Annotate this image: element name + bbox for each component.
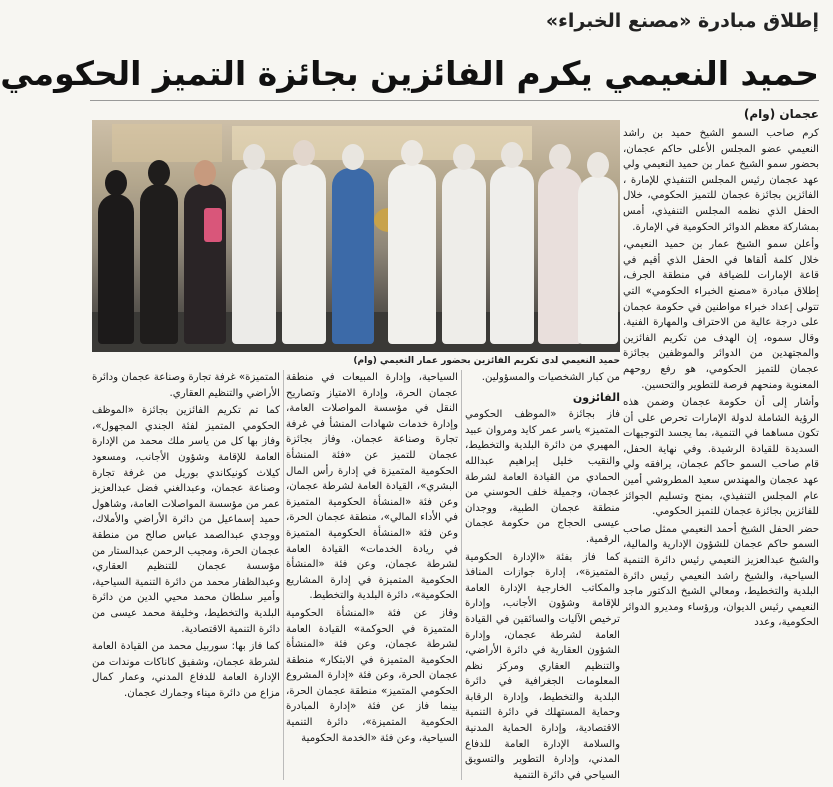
- paragraph: وأشار إلى أن حكومة عجمان وضمن هذه الرؤية الشاملة لدولة الإمارات تحرص على أن تكون مساهما في التنمية، بما يجسد التوجيهات السديدة للقيادة الرشيدة. وفي نهاية الحفل، قام صاحب السمو حاكم عجمان، يرافقه ولي عهد عجمان والمهندس سعيد المطروشي أمين عام المجلس التنفيذي، بمنح وتسليم الجوائز للفائزين بجائزة عجمان للتميز الحكومي.: [623, 397, 819, 518]
- paragraph: وفاز عن فئة «المنشأة الحكومية المتميزة في الحوكمة» القيادة العامة لشرطة عجمان، وعن فئة «المنشأة الحكومية المتميزة في الابتكار» منطقة عجمان الحرة، وعن فئة «إدارة المشروع الحكومي المتميز» منطقة عجمان الحرة، بينما فاز عن فئة «إدارة المبادرة الحكومية المتميزة»، دائرة التنمية السياحية، وعن فئة «الخدمة الحكومية: [286, 607, 458, 744]
- article-photo: [92, 120, 620, 352]
- photo-figure: [578, 176, 618, 344]
- paragraph: كرم صاحب السمو الشيخ حميد بن راشد النعيمي عضو المجلس الأعلى حاكم عجمان، بحضور سمو الشيخ عمار بن حميد النعيمي ولي عهد عجمان رئيس المجلس التنفيذي للإمارة ، الفائزين بجائزة عجمان للتميز الحكومي، خلال الحفل الذي نظمه المجلس التنفيذي، أمس بمشاركة معظم الدوائر الحكومية في الإمارة.: [623, 128, 819, 233]
- dateline: عجمان (وام): [743, 107, 819, 121]
- headline-rule: [90, 100, 819, 101]
- column-lower-3: [92, 370, 280, 781]
- paragraph: المتميزة» غرفة تجارة وصناعة عجمان ودائرة الأراضي والتنظيم العقاري.: [92, 372, 280, 399]
- column-right: [623, 126, 819, 781]
- paragraph: كما فاز بها: سوربيل محمد من القيادة العامة لشرطة عجمان، وشفيق كاناكات موندات من الإدارة العامة للدفاع المدني، وعمار كمال مزاع من دائرة ميناء وجمارك عجمان.: [92, 641, 280, 699]
- paragraph: حضر الحفل الشيخ أحمد النعيمي ممثل صاحب السمو حاكم عجمان للشؤون الإدارية والمالية، والشيخ عبدالعزيز النعيمي رئيس دائرة التنمية السياحية، والشيخ راشد النعيمي رئيس دائرة البلدية والتخطيط، ومعالي الشيخ الدكتور ماجد النعيمي رئيس الديوان، ورؤساء ومديرو الدوائر الحكومية، وعدد: [623, 523, 819, 629]
- photo-figure: [140, 184, 178, 344]
- photo-figure: [232, 168, 276, 344]
- paragraph: فاز بجائزة «الموظف الحكومي المتميز» ياسر عمر كايد ومروان عبيد المهيري من دائرة البلدية والتخطيط، والنقيب خليل إبراهيم عبدالله الحمادي من القيادة العامة لشرطة عجمان، وجميلة خلف الحوسني من منطقة عجمان الطبية، ووجدان عيسى الحجاج من حكومة عجمان الرقمية.: [465, 409, 620, 545]
- photo-figure: [538, 168, 582, 344]
- column-lower-2: [286, 370, 458, 781]
- photo-caption: حميد النعيمي لدى تكريم الفائزين بحضور عمار النعيمي (وام): [353, 356, 620, 366]
- subheading: الفائزون: [572, 390, 620, 404]
- paragraph: وأعلن سمو الشيخ عمار بن حميد النعيمي، خلال كلمة ألقاها في الحفل الذي أقيم في قاعة الإمارات للضيافة في منطقة الجرف، إطلاق مبادرة «مصنع الخبراء الحكومي» التي تتولى إعداد خبراء مواطنين في حكومة عجمان على درجة عالية من الاحتراف والمهارة الفنية. وقال سموه، إن الهدف من تكريم الفائزين والمجتهدين من الدوائر والموظفين بجائزة عجمان للتميز الحكومي، هو رفع روحهم المعنوية ومنحهم فرصة للتطوير والتحسين.: [623, 239, 819, 391]
- article-headline: حميد النعيمي يكرم الفائزين بجائزة التميز الحكومي: [0, 54, 819, 93]
- photo-figure: [442, 168, 486, 344]
- photo-figure: [388, 164, 436, 344]
- photo-figure: [490, 166, 534, 344]
- photo-figure: [332, 168, 374, 344]
- column-divider: [461, 370, 462, 780]
- paragraph: كما تم تكريم الفائزين بجائزة «الموظف الحكومي المتميز لفئة الجندي المجهول»، وفاز بها كل من ياسر ملك محمد من الإدارة العامة للإقامة وشؤون الأجانب، ومسعود كيلاث كونيكاندي بوريل من غرفة تجارة وصناعة عجمان، وعبدالغني فضل عبدالعزيز عمر من مؤسسة المواصلات العامة، وشاهول حميد إسماعيل من دائرة الأراضي والأملاك، ووجدي عبدالصمد عباس صالح من منطقة عجمان الحرة، ومجيب الرحمن عبدالستار من مؤسسة عجمان للتنظيم العقاري، وعبدالظفار محمد من دائرة التنمية السياحية، وأمير سلطان محمد محيي الدين من دائرة البلدية والتخطيط، وخليفة محمد عيسى من دائرة التنمية الاقتصادية.: [92, 405, 280, 635]
- article-kicker: إطلاق مبادرة «مصنع الخبراء»: [545, 10, 819, 32]
- backdrop-sign: [112, 124, 222, 162]
- column-divider: [283, 370, 284, 780]
- paragraph: السياحية، وإدارة المبيعات في منطقة عجمان الحرة، وإدارة الامتياز وتصاريح النقل في مؤسسة المواصلات العامة، وإدارة خدمات شهادات المنشأ في غرفة تجارة وصناعة عجمان. وفاز بجائزة عجمان للتميز عن «فئة المنشأة الحكومية المتميزة في إدارة رأس المال البشري»، القيادة العامة لشرطة عجمان، وعن فئة «المنشأة الحكومية المتميزة في الأداء المالي»، منطقة عجمان الحرة، وعن فئة «المنشأة الحكومية المتميزة في ريادة الخدمات» القيادة العامة لشرطة عجمان، وعن فئة «المنشأة الحكومية المتميزة في إدارة المشاريع الحكومية»، دائرة البلدية والتخطيط.: [286, 372, 458, 602]
- paragraph: من كبار الشخصيات والمسؤولين.: [481, 372, 620, 383]
- paragraph: كما فاز بفئة «الإدارة الحكومية المتميزة»، إدارة جوازات المنافذ والمكاتب الخارجية الإدارة العامة للإقامة وشؤون الأجانب، وإدارة ترخيص الآليات والسائقين في القيادة العامة لشرطة عجمان، وإدارة الشؤون العقارية في دائرة الأراضي، والتنظيم العقاري ومركز نظم المعلومات الجغرافية في دائرة البلدية والتخطيط، وإدارة الرقابة وحماية المستهلك في دائرة التنمية الاقتصادية، وإدارة الحماية المدنية والسلامة الإدارة العامة للدفاع المدني، وإدارة التطوير والتسويق السياحي في دائرة التنمية: [465, 551, 620, 781]
- photo-figure: [98, 194, 134, 344]
- backdrop-banner: [232, 126, 532, 160]
- column-lower-1: [465, 370, 620, 781]
- photo-figure: [204, 208, 222, 242]
- photo-figure: [282, 164, 326, 344]
